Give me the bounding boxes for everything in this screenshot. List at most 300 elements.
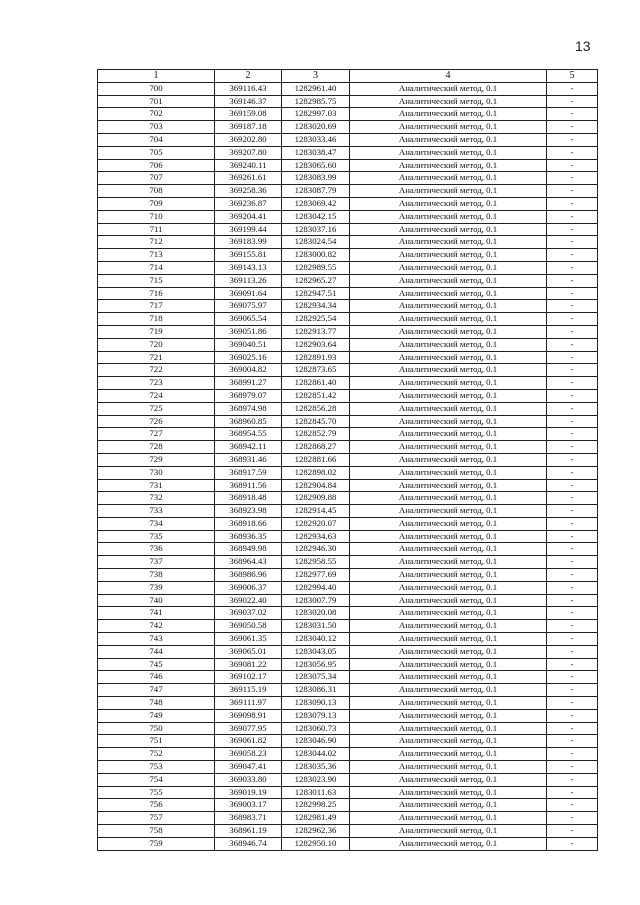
- coordinate-y: 1282881.66: [282, 453, 350, 466]
- method-accuracy: Аналитический метод, 0.1: [350, 748, 547, 761]
- coordinate-y: 1282961.40: [282, 82, 350, 95]
- notes: -: [547, 594, 598, 607]
- method-accuracy: Аналитический метод, 0.1: [350, 773, 547, 786]
- coordinate-x: 368918.66: [215, 517, 282, 530]
- method-accuracy: Аналитический метод, 0.1: [350, 325, 547, 338]
- coordinate-y: 1283031.50: [282, 620, 350, 633]
- table-row: [98, 146, 598, 159]
- point-number: 704: [98, 133, 215, 146]
- coordinate-x: 368931.46: [215, 453, 282, 466]
- coordinate-x: 368918.48: [215, 492, 282, 505]
- table-row: [98, 377, 598, 390]
- notes: -: [547, 556, 598, 569]
- point-number: 739: [98, 581, 215, 594]
- notes: -: [547, 325, 598, 338]
- notes: -: [547, 492, 598, 505]
- table-row: [98, 671, 598, 684]
- table-row: [98, 185, 598, 198]
- coordinate-x: 369025.16: [215, 351, 282, 364]
- table-body: [98, 82, 598, 850]
- coordinate-y: 1282977.69: [282, 569, 350, 582]
- notes: -: [547, 223, 598, 236]
- point-number: 745: [98, 658, 215, 671]
- table-row: [98, 697, 598, 710]
- point-number: 733: [98, 505, 215, 518]
- coordinate-x: 369116.43: [215, 82, 282, 95]
- point-number: 735: [98, 530, 215, 543]
- notes: -: [547, 402, 598, 415]
- table-row: [98, 607, 598, 620]
- notes: -: [547, 185, 598, 198]
- method-accuracy: Аналитический метод, 0.1: [350, 594, 547, 607]
- table-row: [98, 620, 598, 633]
- point-number: 755: [98, 786, 215, 799]
- coordinate-y: 1283023.90: [282, 773, 350, 786]
- notes: -: [547, 172, 598, 185]
- coordinate-y: 1282981.49: [282, 812, 350, 825]
- table-row: [98, 492, 598, 505]
- notes: -: [547, 338, 598, 351]
- method-accuracy: Аналитический метод, 0.1: [350, 185, 547, 198]
- coordinate-y: 1283065.60: [282, 159, 350, 172]
- coordinate-x: 368949.98: [215, 543, 282, 556]
- coordinate-y: 1283086.31: [282, 684, 350, 697]
- point-number: 758: [98, 825, 215, 838]
- table-row: [98, 428, 598, 441]
- method-accuracy: Аналитический метод, 0.1: [350, 108, 547, 121]
- method-accuracy: Аналитический метод, 0.1: [350, 236, 547, 249]
- point-number: 746: [98, 671, 215, 684]
- coordinate-y: 1283007.79: [282, 594, 350, 607]
- coordinate-x: 369111.97: [215, 697, 282, 710]
- notes: -: [547, 300, 598, 313]
- point-number: 700: [98, 82, 215, 95]
- table-row: [98, 556, 598, 569]
- point-number: 717: [98, 300, 215, 313]
- notes: -: [547, 709, 598, 722]
- notes: -: [547, 210, 598, 223]
- coordinate-y: 1283075.34: [282, 671, 350, 684]
- point-number: 707: [98, 172, 215, 185]
- coordinate-x: 369050.58: [215, 620, 282, 633]
- method-accuracy: Аналитический метод, 0.1: [350, 300, 547, 313]
- coordinate-x: 369098.91: [215, 709, 282, 722]
- coordinate-y: 1282861.40: [282, 377, 350, 390]
- table-row: [98, 172, 598, 185]
- notes: -: [547, 108, 598, 121]
- point-number: 754: [98, 773, 215, 786]
- point-number: 710: [98, 210, 215, 223]
- coordinate-y: 1282934.63: [282, 530, 350, 543]
- point-number: 732: [98, 492, 215, 505]
- coordinate-y: 1282985.75: [282, 95, 350, 108]
- method-accuracy: Аналитический метод, 0.1: [350, 556, 547, 569]
- point-number: 742: [98, 620, 215, 633]
- table-row: [98, 223, 598, 236]
- coordinate-y: 1282914.45: [282, 505, 350, 518]
- point-number: 743: [98, 633, 215, 646]
- method-accuracy: Аналитический метод, 0.1: [350, 505, 547, 518]
- coordinate-y: 1282998.25: [282, 799, 350, 812]
- coordinate-y: 1282947.51: [282, 287, 350, 300]
- method-accuracy: Аналитический метод, 0.1: [350, 607, 547, 620]
- coordinate-x: 369033.80: [215, 773, 282, 786]
- coordinate-x: 368974.98: [215, 402, 282, 415]
- table-row: [98, 825, 598, 838]
- coordinate-y: 1283042.15: [282, 210, 350, 223]
- coordinate-y: 1283083.99: [282, 172, 350, 185]
- method-accuracy: Аналитический метод, 0.1: [350, 633, 547, 646]
- coordinate-x: 368942.11: [215, 441, 282, 454]
- point-number: 723: [98, 377, 215, 390]
- method-accuracy: Аналитический метод, 0.1: [350, 351, 547, 364]
- notes: -: [547, 645, 598, 658]
- coordinate-x: 368979.07: [215, 389, 282, 402]
- point-number: 718: [98, 313, 215, 326]
- method-accuracy: Аналитический метод, 0.1: [350, 517, 547, 530]
- table-row: [98, 274, 598, 287]
- coordinate-x: 369081.22: [215, 658, 282, 671]
- notes: -: [547, 837, 598, 850]
- point-number: 737: [98, 556, 215, 569]
- table-row: [98, 325, 598, 338]
- table-row: [98, 197, 598, 210]
- coordinate-y: 1283024.54: [282, 236, 350, 249]
- coordinate-y: 1282845.70: [282, 415, 350, 428]
- table-row: [98, 799, 598, 812]
- coordinate-y: 1283069.42: [282, 197, 350, 210]
- coordinate-x: 369037.02: [215, 607, 282, 620]
- coordinate-y: 1282950.10: [282, 837, 350, 850]
- point-number: 702: [98, 108, 215, 121]
- point-number: 711: [98, 223, 215, 236]
- coordinate-y: 1282934.34: [282, 300, 350, 313]
- coordinate-y: 1283020.08: [282, 607, 350, 620]
- coordinate-y: 1282920.07: [282, 517, 350, 530]
- notes: -: [547, 748, 598, 761]
- coordinate-y: 1282903.64: [282, 338, 350, 351]
- coordinate-x: 368954.55: [215, 428, 282, 441]
- coordinate-x: 368936.35: [215, 530, 282, 543]
- table-row: [98, 479, 598, 492]
- point-number: 701: [98, 95, 215, 108]
- notes: -: [547, 697, 598, 710]
- coordinate-y: 1283087.79: [282, 185, 350, 198]
- coordinate-y: 1283090.13: [282, 697, 350, 710]
- point-number: 719: [98, 325, 215, 338]
- table-row: [98, 108, 598, 121]
- table-row: [98, 453, 598, 466]
- point-number: 759: [98, 837, 215, 850]
- coordinate-x: 369199.44: [215, 223, 282, 236]
- notes: -: [547, 607, 598, 620]
- method-accuracy: Аналитический метод, 0.1: [350, 287, 547, 300]
- table-row: [98, 210, 598, 223]
- coordinate-x: 369146.37: [215, 95, 282, 108]
- point-number: 753: [98, 761, 215, 774]
- coordinate-y: 1282958.55: [282, 556, 350, 569]
- coordinate-y: 1283000.82: [282, 249, 350, 262]
- table-row: [98, 95, 598, 108]
- coordinate-x: 369113.26: [215, 274, 282, 287]
- method-accuracy: Аналитический метод, 0.1: [350, 658, 547, 671]
- coordinate-x: 369159.08: [215, 108, 282, 121]
- point-number: 750: [98, 722, 215, 735]
- point-number: 747: [98, 684, 215, 697]
- method-accuracy: Аналитический метод, 0.1: [350, 172, 547, 185]
- point-number: 721: [98, 351, 215, 364]
- coordinate-y: 1283020.69: [282, 121, 350, 134]
- table-row: [98, 389, 598, 402]
- method-accuracy: Аналитический метод, 0.1: [350, 146, 547, 159]
- method-accuracy: Аналитический метод, 0.1: [350, 722, 547, 735]
- table-row: [98, 633, 598, 646]
- notes: -: [547, 121, 598, 134]
- point-number: 730: [98, 466, 215, 479]
- table-row: [98, 364, 598, 377]
- table-row: [98, 287, 598, 300]
- point-number: 738: [98, 569, 215, 582]
- notes: -: [547, 95, 598, 108]
- table-row: [98, 812, 598, 825]
- coordinate-x: 369040.51: [215, 338, 282, 351]
- point-number: 726: [98, 415, 215, 428]
- point-number: 714: [98, 261, 215, 274]
- method-accuracy: Аналитический метод, 0.1: [350, 121, 547, 134]
- method-accuracy: Аналитический метод, 0.1: [350, 133, 547, 146]
- point-number: 724: [98, 389, 215, 402]
- notes: -: [547, 159, 598, 172]
- point-number: 752: [98, 748, 215, 761]
- notes: -: [547, 569, 598, 582]
- table-row: [98, 261, 598, 274]
- coordinate-y: 1282909.88: [282, 492, 350, 505]
- method-accuracy: Аналитический метод, 0.1: [350, 197, 547, 210]
- notes: -: [547, 466, 598, 479]
- notes: -: [547, 505, 598, 518]
- coordinate-y: 1283046.90: [282, 735, 350, 748]
- coordinate-y: 1282989.55: [282, 261, 350, 274]
- notes: -: [547, 786, 598, 799]
- coordinate-y: 1282851.42: [282, 389, 350, 402]
- method-accuracy: Аналитический метод, 0.1: [350, 812, 547, 825]
- point-number: 713: [98, 249, 215, 262]
- method-accuracy: Аналитический метод, 0.1: [350, 735, 547, 748]
- method-accuracy: Аналитический метод, 0.1: [350, 799, 547, 812]
- notes: -: [547, 146, 598, 159]
- table-row: [98, 709, 598, 722]
- point-number: 728: [98, 441, 215, 454]
- coordinate-y: 1282913.77: [282, 325, 350, 338]
- notes: -: [547, 620, 598, 633]
- notes: -: [547, 722, 598, 735]
- notes: -: [547, 236, 598, 249]
- notes: -: [547, 415, 598, 428]
- coordinate-x: 369077.95: [215, 722, 282, 735]
- coordinate-y: 1282873.65: [282, 364, 350, 377]
- coordinate-x: 368911.56: [215, 479, 282, 492]
- column-header: 1: [98, 70, 215, 83]
- point-number: 729: [98, 453, 215, 466]
- notes: -: [547, 441, 598, 454]
- method-accuracy: Аналитический метод, 0.1: [350, 364, 547, 377]
- notes: -: [547, 581, 598, 594]
- notes: -: [547, 249, 598, 262]
- method-accuracy: Аналитический метод, 0.1: [350, 671, 547, 684]
- coordinate-y: 1282997.03: [282, 108, 350, 121]
- table-row: [98, 313, 598, 326]
- notes: -: [547, 812, 598, 825]
- method-accuracy: Аналитический метод, 0.1: [350, 492, 547, 505]
- point-number: 715: [98, 274, 215, 287]
- table-row: [98, 684, 598, 697]
- coordinate-x: 369202.80: [215, 133, 282, 146]
- coordinate-y: 1282856.28: [282, 402, 350, 415]
- table-row: [98, 249, 598, 262]
- method-accuracy: Аналитический метод, 0.1: [350, 530, 547, 543]
- coordinate-y: 1282994.40: [282, 581, 350, 594]
- coordinate-y: 1282891.93: [282, 351, 350, 364]
- point-number: 716: [98, 287, 215, 300]
- method-accuracy: Аналитический метод, 0.1: [350, 223, 547, 236]
- column-header: 2: [215, 70, 282, 83]
- method-accuracy: Аналитический метод, 0.1: [350, 415, 547, 428]
- coordinate-x: 369006.37: [215, 581, 282, 594]
- method-accuracy: Аналитический метод, 0.1: [350, 338, 547, 351]
- point-number: 731: [98, 479, 215, 492]
- coordinate-x: 369258.36: [215, 185, 282, 198]
- method-accuracy: Аналитический метод, 0.1: [350, 274, 547, 287]
- coordinate-y: 1283043.05: [282, 645, 350, 658]
- notes: -: [547, 671, 598, 684]
- notes: -: [547, 825, 598, 838]
- notes: -: [547, 735, 598, 748]
- coordinate-x: 369187.18: [215, 121, 282, 134]
- method-accuracy: Аналитический метод, 0.1: [350, 684, 547, 697]
- point-number: 751: [98, 735, 215, 748]
- coordinate-y: 1283056.95: [282, 658, 350, 671]
- point-number: 706: [98, 159, 215, 172]
- coordinate-x: 369102.17: [215, 671, 282, 684]
- table-row: [98, 773, 598, 786]
- notes: -: [547, 530, 598, 543]
- point-number: 720: [98, 338, 215, 351]
- notes: -: [547, 82, 598, 95]
- point-number: 705: [98, 146, 215, 159]
- notes: -: [547, 389, 598, 402]
- notes: -: [547, 133, 598, 146]
- table-row: [98, 82, 598, 95]
- table-row: [98, 748, 598, 761]
- method-accuracy: Аналитический метод, 0.1: [350, 645, 547, 658]
- method-accuracy: Аналитический метод, 0.1: [350, 697, 547, 710]
- notes: -: [547, 773, 598, 786]
- method-accuracy: Аналитический метод, 0.1: [350, 402, 547, 415]
- table-row: [98, 505, 598, 518]
- coordinate-y: 1282898.02: [282, 466, 350, 479]
- point-number: 703: [98, 121, 215, 134]
- notes: -: [547, 543, 598, 556]
- method-accuracy: Аналитический метод, 0.1: [350, 95, 547, 108]
- table-row: [98, 159, 598, 172]
- coordinate-x: 369065.54: [215, 313, 282, 326]
- method-accuracy: Аналитический метод, 0.1: [350, 620, 547, 633]
- coordinate-x: 368923.98: [215, 505, 282, 518]
- method-accuracy: Аналитический метод, 0.1: [350, 210, 547, 223]
- method-accuracy: Аналитический метод, 0.1: [350, 249, 547, 262]
- coordinate-y: 1282852.79: [282, 428, 350, 441]
- notes: -: [547, 684, 598, 697]
- coordinate-y: 1282965.27: [282, 274, 350, 287]
- table-row: [98, 761, 598, 774]
- coordinate-y: 1283079.13: [282, 709, 350, 722]
- point-number: 756: [98, 799, 215, 812]
- coordinate-x: 369204.41: [215, 210, 282, 223]
- coordinate-x: 369022.40: [215, 594, 282, 607]
- method-accuracy: Аналитический метод, 0.1: [350, 825, 547, 838]
- coordinate-x: 369058.23: [215, 748, 282, 761]
- coordinate-x: 368960.85: [215, 415, 282, 428]
- coordinate-x: 369061.35: [215, 633, 282, 646]
- point-number: 736: [98, 543, 215, 556]
- coordinate-y: 1283038.47: [282, 146, 350, 159]
- notes: -: [547, 658, 598, 671]
- table-row: [98, 530, 598, 543]
- notes: -: [547, 377, 598, 390]
- coordinate-x: 369261.61: [215, 172, 282, 185]
- notes: -: [547, 761, 598, 774]
- point-number: 744: [98, 645, 215, 658]
- method-accuracy: Аналитический метод, 0.1: [350, 837, 547, 850]
- point-number: 748: [98, 697, 215, 710]
- notes: -: [547, 453, 598, 466]
- coordinates-table: [97, 69, 598, 851]
- column-header: 3: [282, 70, 350, 83]
- point-number: 734: [98, 517, 215, 530]
- coordinate-y: 1283011.63: [282, 786, 350, 799]
- coordinate-x: 368986.96: [215, 569, 282, 582]
- method-accuracy: Аналитический метод, 0.1: [350, 543, 547, 556]
- point-number: 740: [98, 594, 215, 607]
- table-row: [98, 338, 598, 351]
- point-number: 741: [98, 607, 215, 620]
- coordinate-x: 368964.43: [215, 556, 282, 569]
- coordinate-y: 1282946.30: [282, 543, 350, 556]
- method-accuracy: Аналитический метод, 0.1: [350, 479, 547, 492]
- table-row: [98, 121, 598, 134]
- method-accuracy: Аналитический метод, 0.1: [350, 761, 547, 774]
- coordinate-y: 1283044.02: [282, 748, 350, 761]
- table-row: [98, 581, 598, 594]
- coordinate-y: 1283033.46: [282, 133, 350, 146]
- coordinate-x: 368946.74: [215, 837, 282, 850]
- point-number: 757: [98, 812, 215, 825]
- coordinate-x: 369240.11: [215, 159, 282, 172]
- coordinate-x: 369183.99: [215, 236, 282, 249]
- method-accuracy: Аналитический метод, 0.1: [350, 261, 547, 274]
- coordinate-y: 1283037.16: [282, 223, 350, 236]
- table-row: [98, 466, 598, 479]
- notes: -: [547, 633, 598, 646]
- method-accuracy: Аналитический метод, 0.1: [350, 786, 547, 799]
- notes: -: [547, 313, 598, 326]
- table-row: [98, 645, 598, 658]
- notes: -: [547, 799, 598, 812]
- notes: -: [547, 197, 598, 210]
- coordinate-x: 369075.97: [215, 300, 282, 313]
- method-accuracy: Аналитический метод, 0.1: [350, 441, 547, 454]
- notes: -: [547, 428, 598, 441]
